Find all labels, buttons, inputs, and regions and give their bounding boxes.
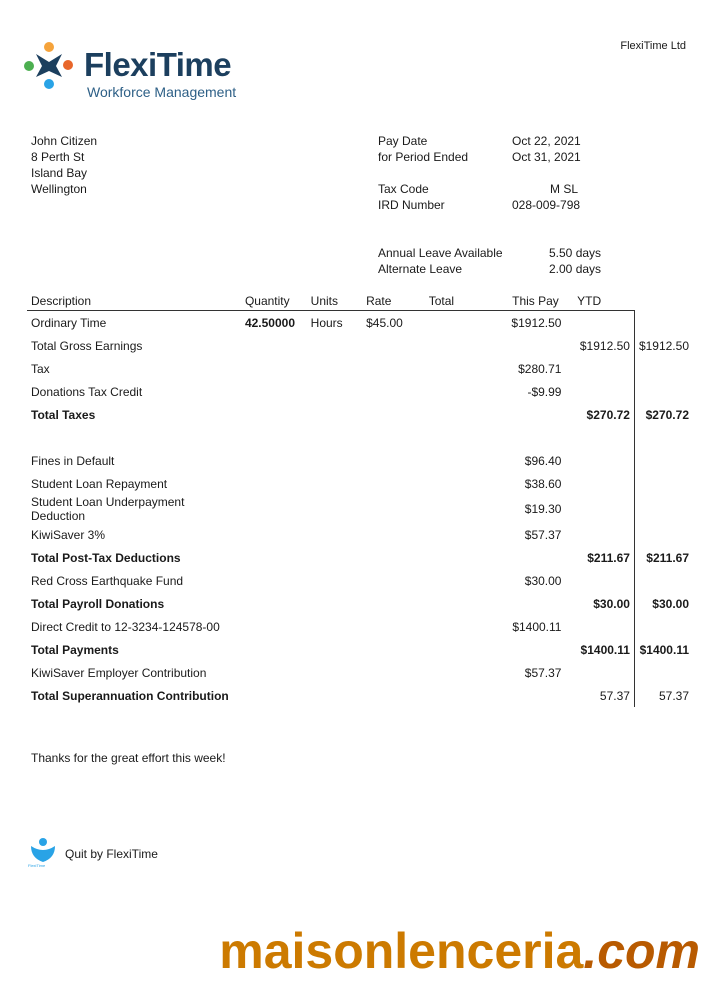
row-this-pay [565,426,634,449]
row-rate [362,684,425,707]
row-quantity [241,661,307,684]
row-rate [362,638,425,661]
table-row [27,426,693,449]
row-rate [362,472,425,495]
tax-code-label: Tax Code [378,182,429,196]
row-this-pay: $211.67 [565,546,634,569]
row-ytd [634,661,693,684]
row-rate [362,495,425,523]
address-line: 8 Perth St [31,150,85,164]
row-rate [362,426,425,449]
row-total [425,592,566,615]
row-this-pay: $1400.11 [565,638,634,661]
row-rate [362,546,425,569]
row-units [307,403,362,426]
row-units [307,684,362,707]
row-quantity [241,523,307,546]
row-rate [362,661,425,684]
row-total [425,546,566,569]
table-row [27,638,693,661]
row-total [425,638,566,661]
address-line: Wellington [31,182,87,196]
row-rate [362,380,425,403]
row-ytd: $30.00 [652,596,689,611]
row-units: Hours [310,315,343,330]
row-ytd [634,569,693,592]
col-rate: Rate [362,292,425,311]
annual-leave-value: 5.50 days [549,246,602,260]
watermark: maisonlenceria.com [219,923,700,979]
table-row [27,495,693,523]
row-ytd [634,426,693,449]
row-units [307,449,362,472]
row-this-pay [565,495,634,523]
row-units [307,495,362,523]
row-total [425,334,566,357]
row-units [307,334,362,357]
row-rate [362,403,425,426]
ird-number-value: 028-009-798 [512,198,581,212]
quit-logo-icon [28,836,58,868]
pay-date-value: Oct 22, 2021 [512,134,581,148]
col-quantity: Quantity [241,292,307,311]
row-quantity [241,403,307,426]
row-total [425,684,566,707]
company-name: FlexiTime Ltd [620,40,686,52]
leave-values [549,245,601,277]
row-total: $1912.50 [511,315,562,330]
row-description: Fines in Default [31,453,115,468]
period-ended-label: for Period Ended [378,150,469,164]
row-this-pay [565,449,634,472]
row-ytd [634,495,693,523]
row-quantity [241,357,307,380]
alternate-leave-label: Alternate Leave [378,262,463,276]
row-description: KiwiSaver Employer Contribution [31,665,207,680]
row-quantity [241,615,307,638]
quit-by-flexitime: Quit by FlexiTime [65,847,158,861]
leave-labels [378,245,503,277]
row-this-pay [565,311,634,335]
row-rate [362,615,425,638]
logo-subtitle: Workforce Management [87,84,237,100]
row-units [307,592,362,615]
row-units [307,472,362,495]
col-description: Description [27,292,241,311]
row-units [307,546,362,569]
table-row [27,380,693,403]
col-total: Total This Pay [425,292,573,311]
row-ytd: $1400.11 [639,642,689,657]
row-quantity [241,472,307,495]
row-units [307,638,362,661]
row-units [307,426,362,449]
row-description: Total Superannuation Contribution [31,688,229,703]
row-ytd [634,449,693,472]
col-units: Units [307,292,362,311]
row-rate [362,449,425,472]
row-rate: $45.00 [366,315,403,330]
row-total: $280.71 [518,361,562,376]
pay-info-labels [378,133,468,213]
table-row [27,403,693,426]
earnings-table [27,292,693,707]
row-quantity [241,592,307,615]
row-quantity [241,380,307,403]
row-this-pay [565,472,634,495]
row-total: $96.40 [524,453,562,468]
row-description: Student Loan Underpayment Deduction [31,495,185,523]
row-description: Total Payments [31,642,119,657]
period-ended-value: Oct 31, 2021 [512,150,581,164]
table-row [27,684,693,707]
row-total: -$9.99 [527,384,562,399]
ird-number-label: IRD Number [378,198,445,212]
row-ytd: 57.37 [658,688,689,703]
row-this-pay [565,357,634,380]
row-this-pay [565,569,634,592]
table-row [27,311,693,335]
row-ytd: $270.72 [645,407,689,422]
tax-code-value: M SL [549,182,578,196]
row-ytd [634,472,693,495]
row-ytd [634,311,693,335]
row-description [27,426,241,449]
row-this-pay [565,380,634,403]
table-row [27,523,693,546]
table-row [27,661,693,684]
row-rate [362,592,425,615]
row-description: Total Gross Earnings [31,338,143,353]
row-total [425,403,566,426]
address-line: Island Bay [31,166,88,180]
row-description: Tax [31,361,50,376]
table-row [27,592,693,615]
row-units [307,357,362,380]
row-this-pay: $1912.50 [565,334,634,357]
employee-name: John Citizen [31,134,98,148]
table-row [27,449,693,472]
table-row [27,357,693,380]
row-this-pay [565,661,634,684]
row-description: Total Payroll Donations [31,596,165,611]
row-quantity [241,546,307,569]
row-total: $19.30 [524,502,562,516]
pay-date-label: Pay Date [378,134,428,148]
row-total: $38.60 [524,476,562,491]
alternate-leave-value: 2.00 days [549,262,602,276]
row-this-pay: 57.37 [565,684,634,707]
row-description: Total Taxes [31,407,96,422]
table-row [27,546,693,569]
row-quantity [241,684,307,707]
row-this-pay [565,523,634,546]
row-total: $57.37 [524,665,562,680]
row-description: Donations Tax Credit [31,384,143,399]
row-units [307,615,362,638]
employee-address [31,133,97,197]
row-units [307,661,362,684]
row-this-pay: $30.00 [565,592,634,615]
row-total: $1400.11 [512,619,562,634]
row-quantity: 42.50000 [244,315,296,330]
row-ytd: $1912.50 [638,338,689,353]
message: Thanks for the great effort this week! [31,751,226,765]
row-description: Ordinary Time [31,315,107,330]
row-quantity [241,449,307,472]
svg-text:FlexiTime: FlexiTime [28,863,46,868]
row-rate [362,334,425,357]
row-quantity [241,426,307,449]
col-this-pay: This Pay [512,294,559,308]
row-rate [362,357,425,380]
col-ytd: YTD [573,292,634,311]
row-this-pay: $270.72 [565,403,634,426]
table-row [27,615,693,638]
table-row [27,472,693,495]
row-ytd [634,357,693,380]
row-total: $57.37 [524,527,562,542]
row-ytd [634,615,693,638]
table-row [27,569,693,592]
row-units [307,569,362,592]
row-units [307,380,362,403]
row-rate [362,569,425,592]
row-this-pay [565,615,634,638]
row-description: Direct Credit to 12-3234-124578-00 [31,619,220,634]
row-quantity [241,334,307,357]
row-ytd [634,380,693,403]
row-total [425,426,566,449]
row-quantity [241,638,307,661]
row-ytd [634,523,693,546]
row-description: Student Loan Repayment [31,476,168,491]
row-description: KiwiSaver 3% [31,527,106,542]
row-units [307,523,362,546]
pay-info-values [512,133,580,213]
row-description: Total Post-Tax Deductions [31,550,181,565]
table-row [27,334,693,357]
row-quantity [241,569,307,592]
row-total: $30.00 [524,573,562,588]
row-description: Red Cross Earthquake Fund [31,573,184,588]
logo-title: FlexiTime [84,46,232,83]
annual-leave-label: Annual Leave Available [378,246,503,260]
row-rate [362,523,425,546]
flexitime-logo-icon [22,40,76,90]
row-ytd: $211.67 [646,550,689,565]
row-quantity [241,495,307,523]
